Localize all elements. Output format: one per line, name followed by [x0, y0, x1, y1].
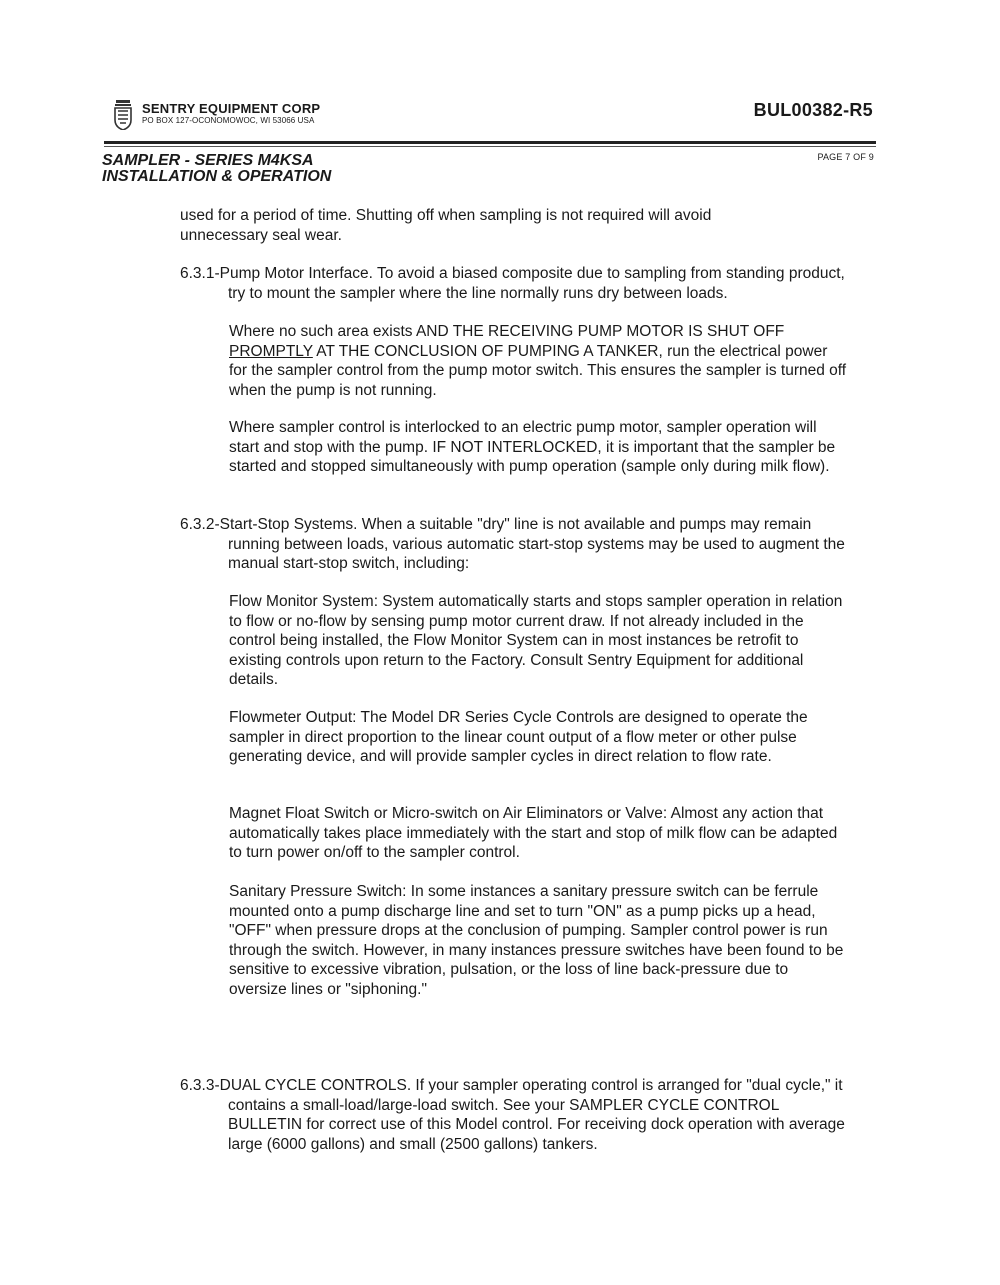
paragraph-text: AT THE CONCLUSION OF PUMPING A TANKER, run the electrical power for the sampler control from the pump motor switch. This ensures the sampler is turned off when the pump is not running.: [229, 342, 847, 399]
magnet-float-paragraph: Magnet Float Switch or Micro-switch on Air Eliminators or Valve: Almost any action that automatically takes place immediately with the start and stop of milk flow can be adapted to turn power on/off to the sampler control.: [229, 805, 838, 861]
flowmeter-output-paragraph: Flowmeter Output: The Model DR Series Cycle Controls are designed to operate the sampler in direct proportion to the linear count output of a flow meter or other pulse generating device, and will provide sampler cycles in direct relation to flow rate.: [229, 709, 808, 765]
document-title: [102, 153, 331, 185]
page-number: PAGE 7 OF 9: [817, 152, 874, 162]
section-6-3-2: 6.3.2-Start-Stop Systems. When a suitable "dry" line is not available and pumps may remain running between loads, various automatic start-stop systems may be used to augment the manual start-stop switch, including:: [180, 516, 845, 572]
company-name: SENTRY EQUIPMENT CORP: [142, 101, 321, 116]
company-block: [142, 102, 320, 126]
intro-paragraph: used for a period of time. Shutting off when sampling is not required will avoid unnecessary seal wear.: [180, 207, 712, 244]
sentry-logo-icon: [114, 100, 132, 130]
pressure-switch-paragraph: Sanitary Pressure Switch: In some instances a sanitary pressure switch can be ferrule mounted onto a pump discharge line and set to turn "ON" as a pump picks up a head, "OFF" when pressure drops at the conclusion of pumping. Sampler control power is run through the switch. However, in many instances pressure switches have been found to be sensitive to excessive vibration, pulsation, or the loss of line back-pressure due to oversize lines or "siphoning.": [229, 883, 844, 998]
header-divider-thin: [104, 146, 876, 147]
paragraph-text: Where no such area exists AND THE RECEIVING PUMP MOTOR IS SHUT OFF: [229, 323, 785, 340]
section-6-3-1-paragraph-3: Where sampler control is interlocked to an electric pump motor, sampler operation will start and stop with the pump. IF NOT INTERLOCKED, it is important that the sampler be started and stopped simultaneously with pump operation (sample only during milk flow).: [229, 419, 836, 475]
title-line-1: SAMPLER - SERIES M4KSA: [102, 152, 314, 169]
header-divider: [104, 141, 876, 144]
section-6-3-1-paragraph-2: [229, 322, 849, 400]
document-number: BUL00382-R5: [753, 100, 873, 120]
section-6-3-3: 6.3.3-DUAL CYCLE CONTROLS. If your sampler operating control is arranged for "dual cycle," it contains a small-load/large-load switch. See your SAMPLER CYCLE CONTROL BULLETIN for correct use of this Model control. For receiving dock operation with average large (6000 gallons) and small (2500 gallons) tankers.: [180, 1077, 845, 1153]
underlined-text: PROMPTLY: [229, 342, 313, 360]
section-6-3-1: 6.3.1-Pump Motor Interface. To avoid a biased composite due to sampling from standing product, try to mount the sampler where the line normally runs dry between loads.: [180, 265, 845, 302]
flow-monitor-paragraph: Flow Monitor System: System automatically starts and stops sampler operation in relation to flow or no-flow by sensing pump motor current draw. If not already included in the control being installed, the Flow Monitor System can in most instances be retrofit to existing controls upon return to the Factory. Consult Sentry Equipment for additional details.: [229, 593, 843, 688]
company-address: PO BOX 127-OCONOMOWOC, WI 53066 USA: [142, 116, 315, 125]
title-line-2: INSTALLATION & OPERATION: [102, 168, 332, 185]
